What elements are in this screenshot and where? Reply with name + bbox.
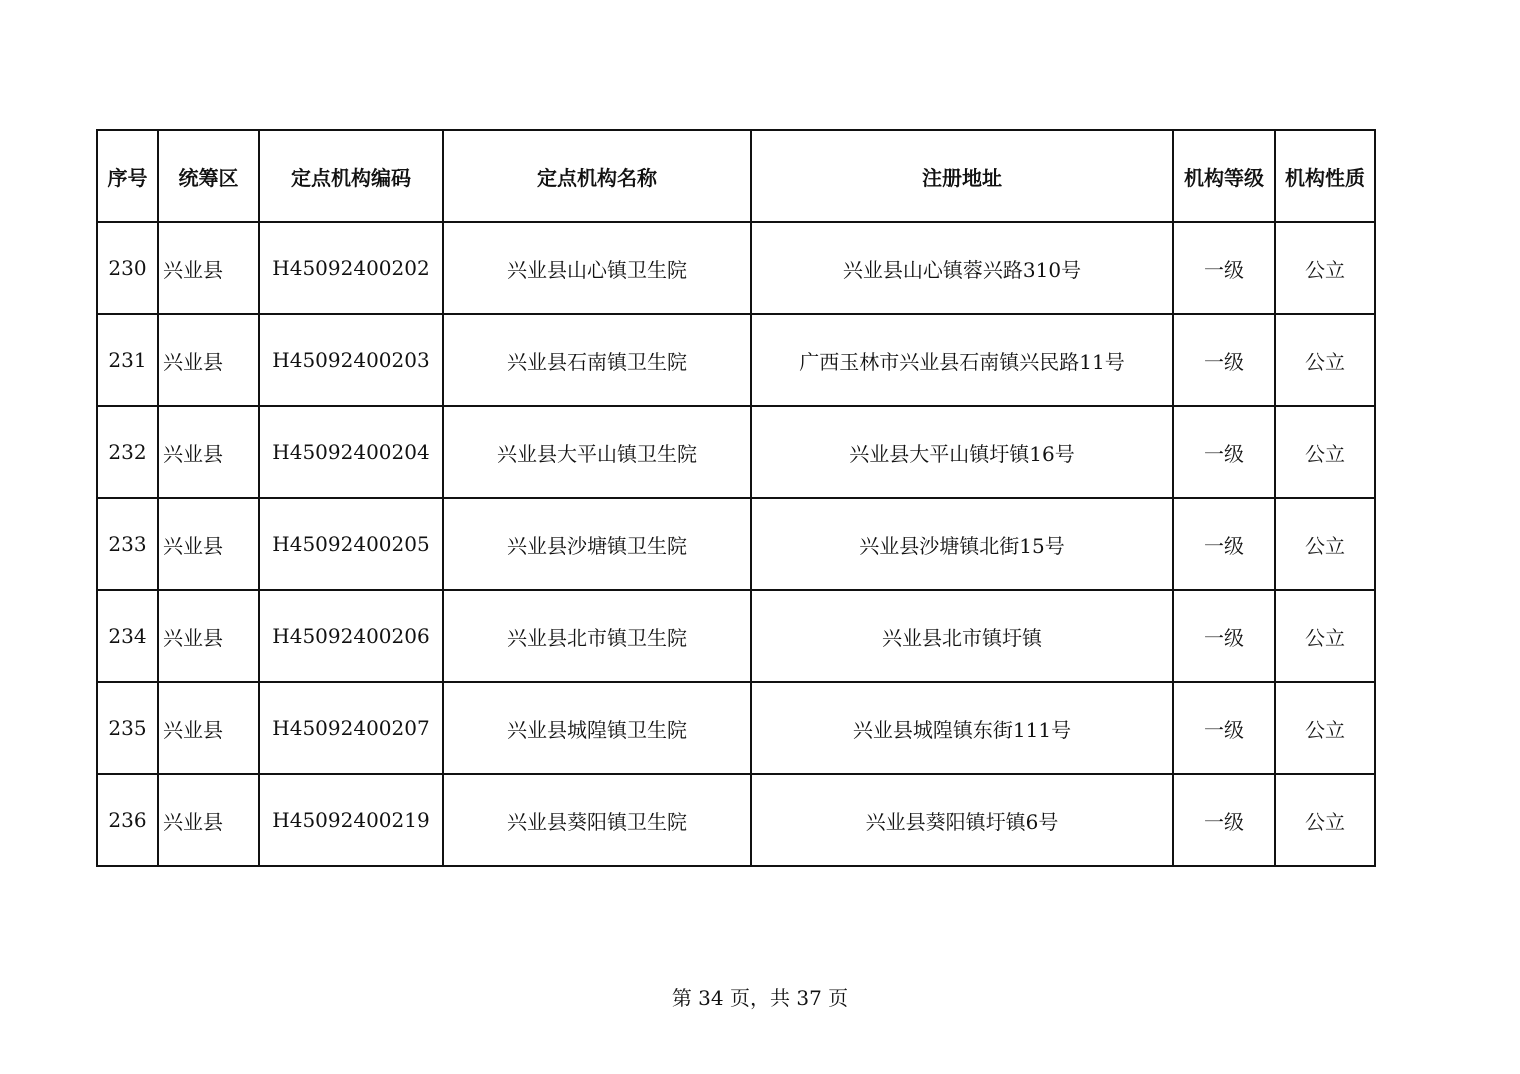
cell-name: 兴业县北市镇卫生院 [443, 590, 751, 682]
cell-seq: 233 [97, 498, 158, 590]
cell-seq: 232 [97, 406, 158, 498]
table-row [97, 498, 1375, 590]
cell-address: 兴业县北市镇圩镇 [751, 590, 1173, 682]
table-row [97, 406, 1375, 498]
header-level: 机构等级 [1173, 130, 1275, 222]
cell-code: H45092400207 [259, 682, 443, 774]
cell-level: 一级 [1173, 774, 1275, 866]
header-name: 定点机构名称 [443, 130, 751, 222]
cell-name: 兴业县沙塘镇卫生院 [443, 498, 751, 590]
cell-level: 一级 [1173, 682, 1275, 774]
institution-table [96, 129, 1376, 867]
page-number-footer: 第 34 页，共 37 页 [671, 986, 849, 1010]
cell-code: H45092400204 [259, 406, 443, 498]
cell-name: 兴业县大平山镇卫生院 [443, 406, 751, 498]
table-row [97, 314, 1375, 406]
cell-seq: 230 [97, 222, 158, 314]
table-row [97, 222, 1375, 314]
cell-address: 广西玉林市兴业县石南镇兴民路11号 [751, 314, 1173, 406]
cell-district: 兴业县 [158, 406, 259, 498]
cell-code: H45092400203 [259, 314, 443, 406]
cell-district: 兴业县 [158, 314, 259, 406]
cell-district: 兴业县 [158, 222, 259, 314]
cell-district: 兴业县 [158, 590, 259, 682]
cell-nature: 公立 [1275, 222, 1375, 314]
cell-address: 兴业县沙塘镇北街15号 [751, 498, 1173, 590]
cell-name: 兴业县山心镇卫生院 [443, 222, 751, 314]
table-row [97, 774, 1375, 866]
cell-seq: 234 [97, 590, 158, 682]
cell-level: 一级 [1173, 498, 1275, 590]
cell-address: 兴业县大平山镇圩镇16号 [751, 406, 1173, 498]
cell-level: 一级 [1173, 406, 1275, 498]
cell-address: 兴业县城隍镇东街111号 [751, 682, 1173, 774]
cell-name: 兴业县城隍镇卫生院 [443, 682, 751, 774]
table-row [97, 682, 1375, 774]
cell-seq: 231 [97, 314, 158, 406]
table-row [97, 590, 1375, 682]
cell-address: 兴业县山心镇蓉兴路310号 [751, 222, 1173, 314]
cell-name: 兴业县葵阳镇卫生院 [443, 774, 751, 866]
cell-nature: 公立 [1275, 406, 1375, 498]
cell-nature: 公立 [1275, 498, 1375, 590]
cell-district: 兴业县 [158, 682, 259, 774]
cell-nature: 公立 [1275, 682, 1375, 774]
header-address: 注册地址 [751, 130, 1173, 222]
cell-seq: 235 [97, 682, 158, 774]
cell-code: H45092400202 [259, 222, 443, 314]
cell-nature: 公立 [1275, 774, 1375, 866]
cell-nature: 公立 [1275, 590, 1375, 682]
table-header-row [97, 130, 1375, 222]
cell-district: 兴业县 [158, 774, 259, 866]
header-code: 定点机构编码 [259, 130, 443, 222]
cell-level: 一级 [1173, 590, 1275, 682]
cell-code: H45092400206 [259, 590, 443, 682]
cell-nature: 公立 [1275, 314, 1375, 406]
cell-address: 兴业县葵阳镇圩镇6号 [751, 774, 1173, 866]
cell-level: 一级 [1173, 222, 1275, 314]
header-district: 统筹区 [158, 130, 259, 222]
cell-code: H45092400205 [259, 498, 443, 590]
header-nature: 机构性质 [1275, 130, 1375, 222]
cell-code: H45092400219 [259, 774, 443, 866]
cell-district: 兴业县 [158, 498, 259, 590]
header-seq: 序号 [97, 130, 158, 222]
cell-name: 兴业县石南镇卫生院 [443, 314, 751, 406]
cell-level: 一级 [1173, 314, 1275, 406]
cell-seq: 236 [97, 774, 158, 866]
